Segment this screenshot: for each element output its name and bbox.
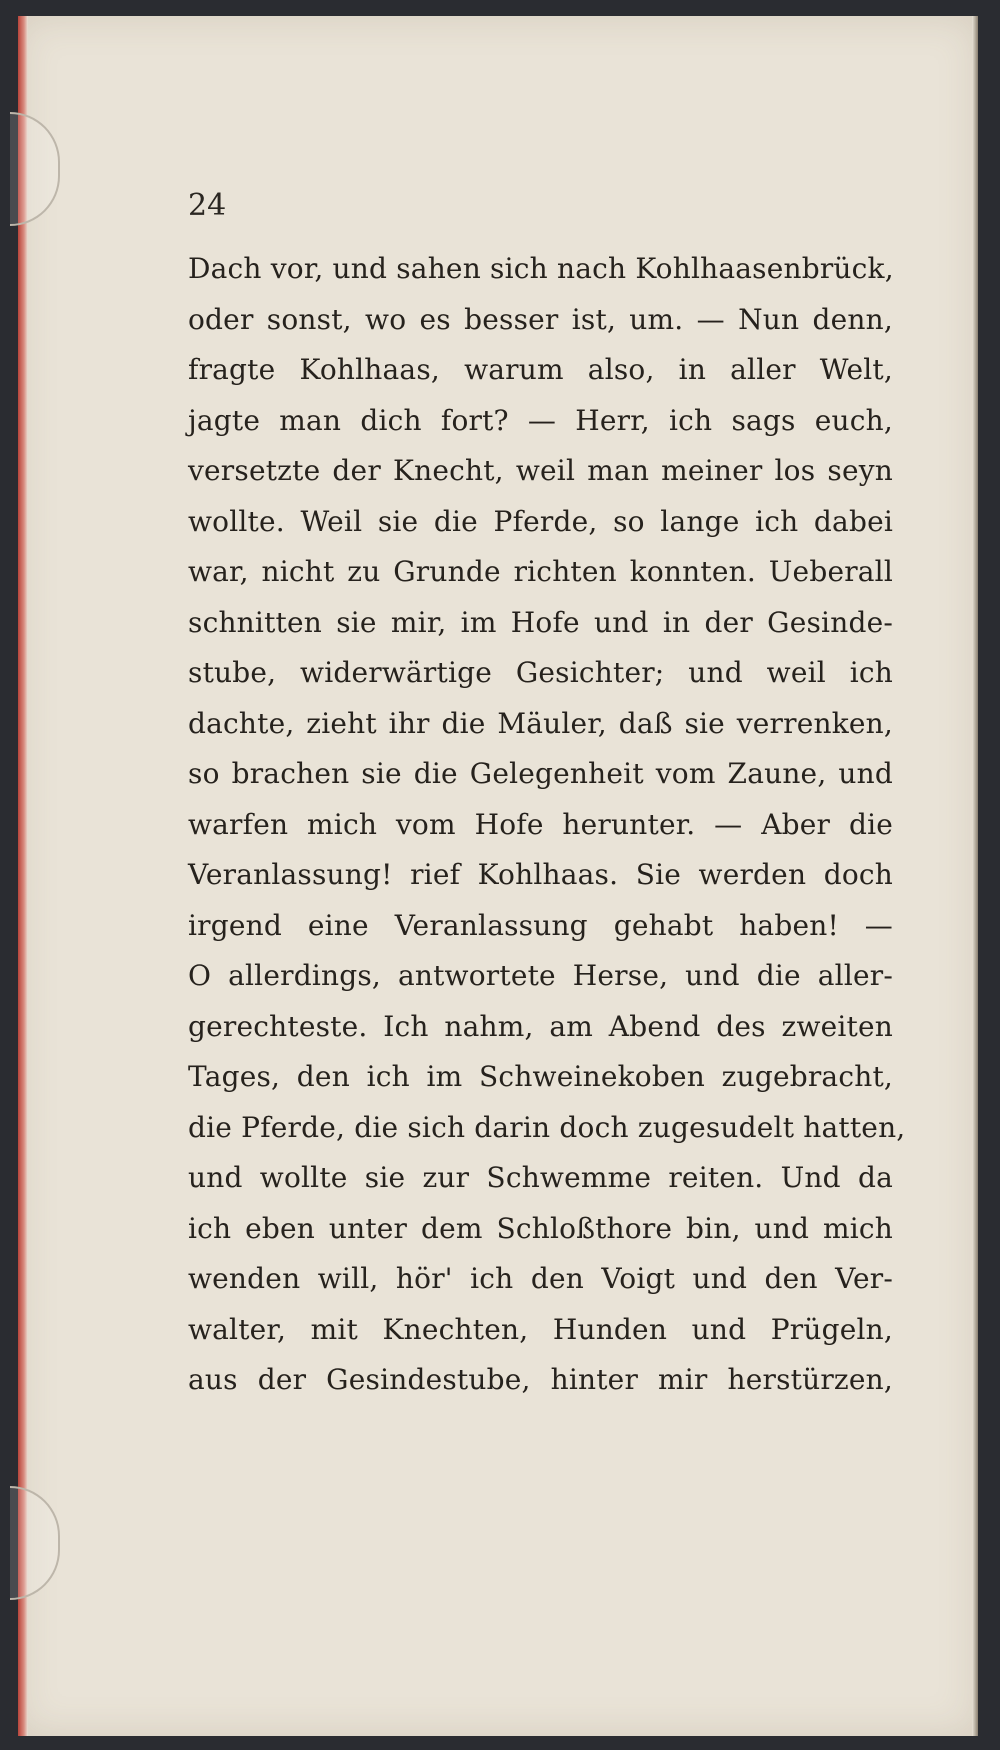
- binding-ring-top: [10, 112, 60, 226]
- page-number: 24: [188, 188, 227, 223]
- text-line: Tages, den ich im Schweinekoben zugebracht,: [188, 1060, 893, 1093]
- text-line: und wollte sie zur Schwemme reiten. Und da: [188, 1161, 893, 1194]
- text-line: fragte Kohlhaas, warum also, in aller Welt,: [188, 353, 893, 386]
- red-page-edge: [18, 16, 28, 1736]
- binding-ring-bottom: [10, 1486, 60, 1600]
- text-line: schnitten sie mir, im Hofe und in der Gesinde-: [188, 605, 893, 639]
- text-line: gerechteste. Ich nahm, am Abend des zweiten: [188, 1009, 893, 1043]
- text-line: Dach vor, und sahen sich nach Kohlhaasenbrück,: [188, 252, 894, 285]
- text-line: jagte man dich fort? — Herr, ich sags euch,: [188, 403, 893, 437]
- text-line: irgend eine Veranlassung gehabt haben! —: [188, 908, 893, 942]
- text-line: warfen mich vom Hofe herunter. — Aber die: [188, 807, 893, 841]
- text-line: war, nicht zu Grunde richten konnten. Ueberall: [188, 555, 893, 588]
- text-line: ich eben unter dem Schloßthore bin, und mich: [188, 1211, 893, 1245]
- text-line: O allerdings, antwortete Herse, und die aller-: [188, 959, 893, 992]
- text-line: dachte, zieht ihr die Mäuler, daß sie verrenken,: [188, 706, 893, 740]
- text-line: so brachen sie die Gelegenheit vom Zaune, und: [188, 757, 893, 790]
- text-line: oder sonst, wo es besser ist, um. — Nun denn,: [188, 302, 893, 336]
- text-line: Veranlassung! rief Kohlhaas. Sie werden doch: [188, 858, 893, 891]
- book-page: [18, 16, 978, 1736]
- text-line: walter, mit Knechten, Hunden und Prügeln,: [188, 1312, 893, 1346]
- text-line: die Pferde, die sich darin doch zugesudelt hatten,: [188, 1110, 906, 1144]
- body-text: [188, 244, 906, 1406]
- text-line: aus der Gesindestube, hinter mir herstürzen,: [188, 1363, 893, 1396]
- text-line: wollte. Weil sie die Pferde, so lange ich dabei: [188, 504, 893, 538]
- text-line: versetzte der Knecht, weil man meiner los seyn: [188, 454, 893, 487]
- text-line: wenden will, hör' ich den Voigt und den Ver-: [188, 1262, 893, 1295]
- right-page-edge: [972, 16, 978, 1736]
- text-line: stube, widerwärtige Gesichter; und weil ich: [188, 656, 893, 689]
